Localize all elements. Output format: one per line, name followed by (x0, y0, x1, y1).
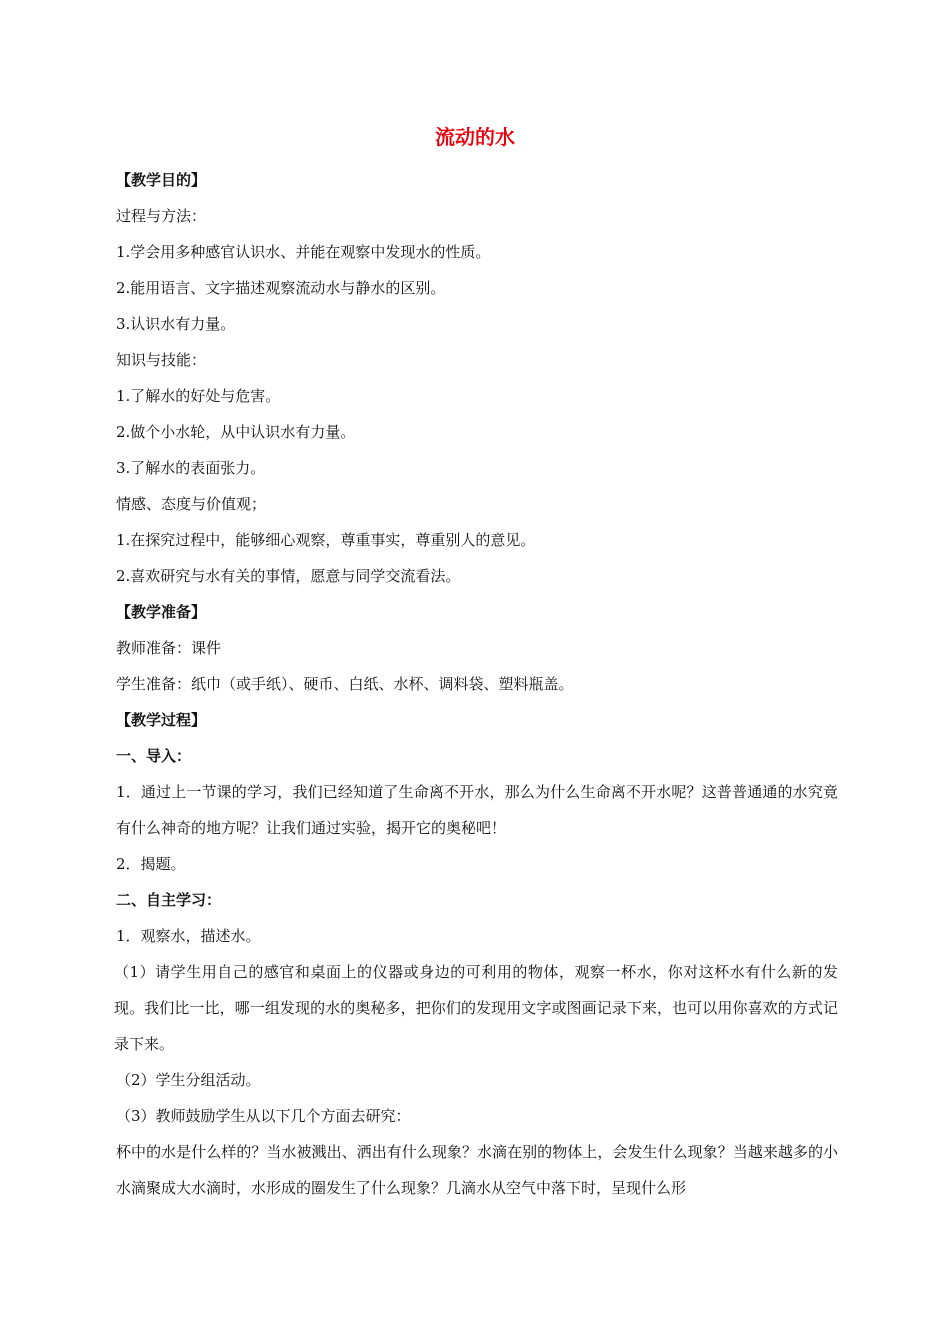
section-heading-objectives: 【教学目的】 (116, 171, 207, 189)
list-item: 1.了解水的好处与危害。 (116, 387, 281, 405)
paragraph-self-sub-3: （3）教师鼓励学生从以下几个方面去研究： (116, 1107, 411, 1125)
paragraph-self-1: 1．观察水，描述水。 (116, 927, 261, 945)
list-item: 3.认识水有力量。 (116, 315, 236, 333)
subheading-emotion-values: 情感、态度与价值观； (116, 495, 267, 513)
page-title: 流动的水 (435, 125, 515, 149)
paragraph-intro-2: 2．揭题。 (116, 855, 186, 873)
subsection-heading-intro: 一、导入： (116, 747, 192, 765)
subheading-knowledge-skills: 知识与技能： (116, 351, 207, 369)
subheading-process-methods: 过程与方法： (116, 207, 207, 225)
list-item: 2.能用语言、文字描述观察流动水与静水的区别。 (116, 279, 446, 297)
list-item: 3.了解水的表面张力。 (116, 459, 266, 477)
section-heading-preparation: 【教学准备】 (116, 603, 207, 621)
document-body (116, 162, 838, 1206)
paragraph-self-sub-2: （2）学生分组活动。 (116, 1071, 261, 1089)
paragraph-self-sub-1: （1）请学生用自己的感官和桌面上的仪器或身边的可利用的物体，观察一杯水，你对这杯水有什么新的发现。我们比一比，哪一组发现的水的奥秘多，把你们的发现用文字或图画记录下来，也可以用你喜欢的方式记录下来。 (114, 963, 838, 1053)
list-item: 2.做个小水轮，从中认识水有力量。 (116, 423, 356, 441)
list-item: 1.学会用多种感官认识水、并能在观察中发现水的性质。 (116, 243, 491, 261)
paragraph-intro-1: 1．通过上一节课的学习，我们已经知道了生命离不开水，那么为什么生命离不开水呢？这普普通通的水究竟有什么神奇的地方呢？让我们通过实验，揭开它的奥秘吧！ (116, 783, 838, 837)
student-preparation: 学生准备：纸巾（或手纸）、硬币、白纸、水杯、调料袋、塑料瓶盖。 (116, 675, 574, 693)
list-item: 2.喜欢研究与水有关的事情，愿意与同学交流看法。 (116, 567, 461, 585)
subsection-heading-self-study: 二、自主学习： (116, 891, 222, 909)
list-item: 1.在探究过程中，能够细心观察，尊重事实，尊重别人的意见。 (116, 531, 536, 549)
paragraph-self-questions: 杯中的水是什么样的？当水被溅出、洒出有什么现象？水滴在别的物体上，会发生什么现象？当越来越多的小水滴聚成大水滴时，水形成的圈发生了什么现象？几滴水从空气中落下时，呈现什么形 (116, 1143, 838, 1197)
teacher-preparation: 教师准备：课件 (116, 639, 222, 657)
section-heading-process: 【教学过程】 (116, 711, 207, 729)
